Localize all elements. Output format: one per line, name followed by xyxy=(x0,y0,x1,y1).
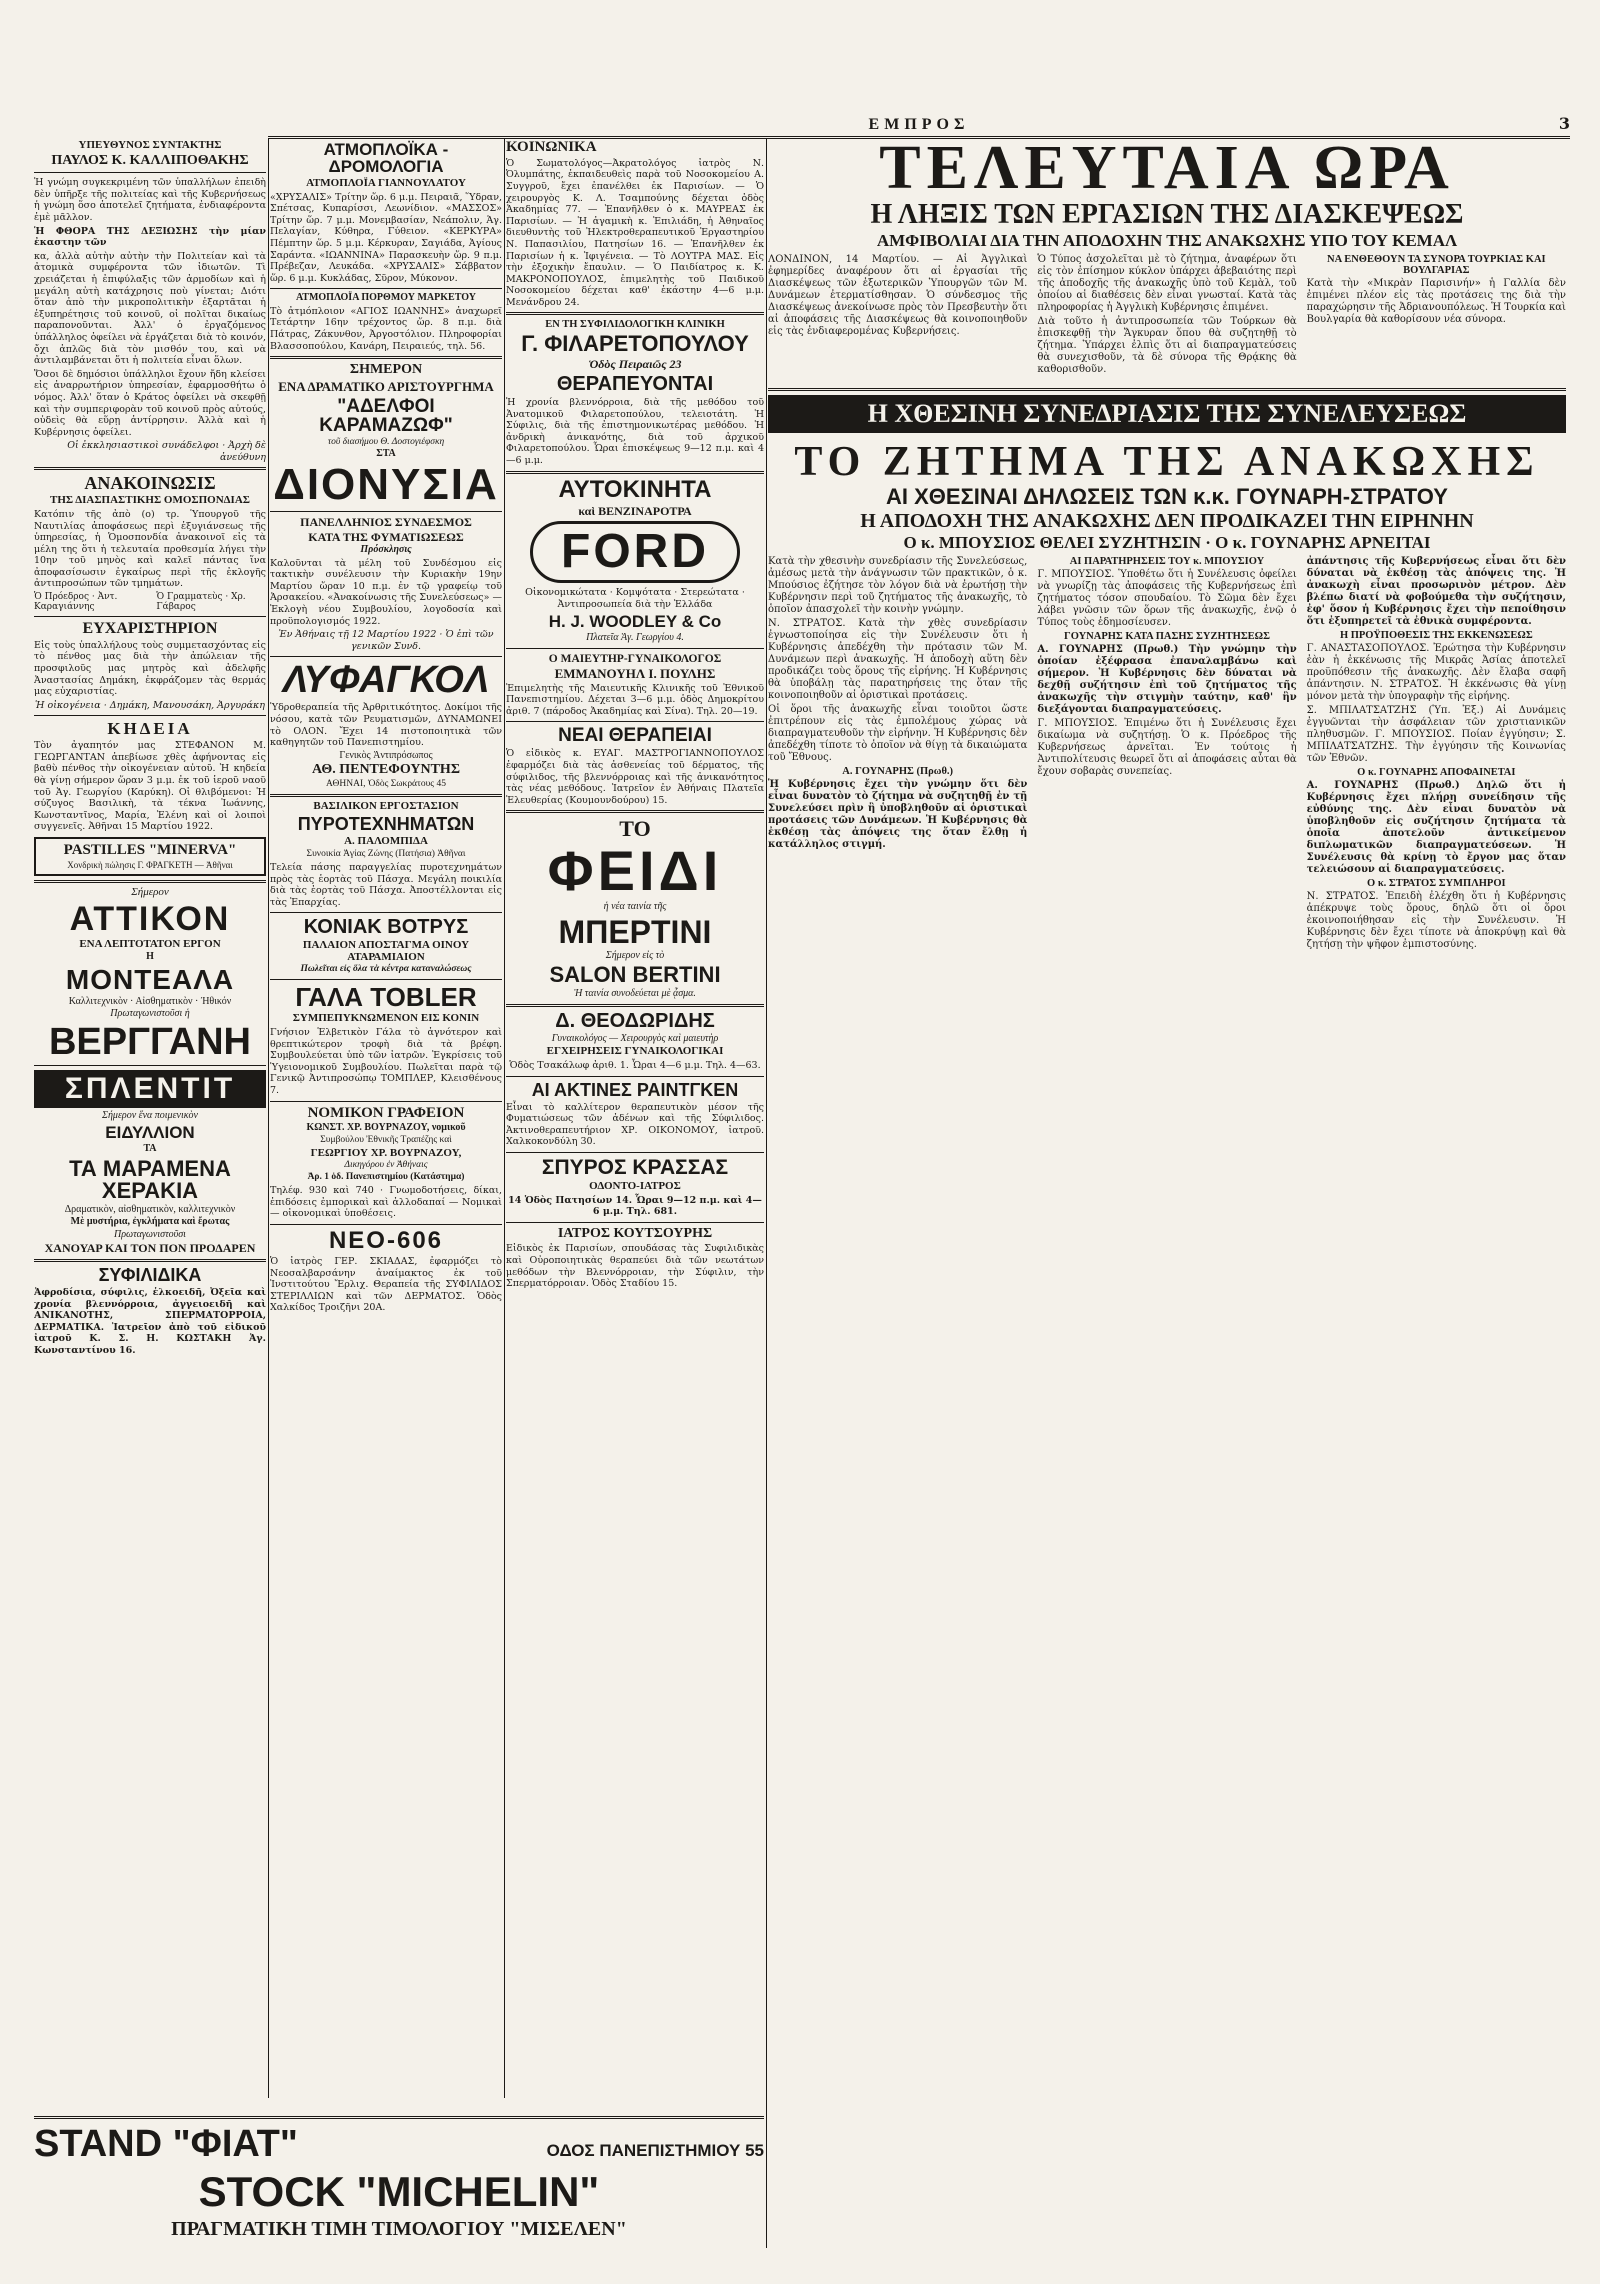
notice-subtitle: ΤΗΣ ΔΙΑΣΠΑΣΤΙΚΗΣ ΟΜΟΣΠΟΝΔΙΑΣ xyxy=(50,494,250,507)
statements-headline: ΑΙ ΧΘΕΣΙΝΑΙ ΔΗΛΩΣΕΙΣ ΤΩΝ κ.κ. ΓΟΥΝΑΡΗ-ΣΤΡΑΤΟΥ xyxy=(886,483,1448,509)
cognac-ad-subtitle: ΠΑΛΑΙΟΝ ΑΠΟΣΤΑΓΜΑ ΟΙΝΟΥ ΑΤΑΡΑΜΙΑΙΟΝ xyxy=(302,939,470,963)
fireworks-owner: Α. ΠΑΛΟΜΠΙΔΑ xyxy=(344,835,428,848)
tb-society-title: ΠΑΝΕΛΛΗΝΙΟΣ ΣΥΝΔΕΣΜΟΣ xyxy=(300,514,472,529)
syphilis-ad-title: ΣΥΦΙΛΙΔΙΚΑ xyxy=(98,1264,202,1285)
lysoform-distributor: Γενικὸς Ἀντιπρόσωπος xyxy=(339,749,433,761)
dentist-name: ΣΠΥΡΟΣ ΚΡΑΣΣΑΣ xyxy=(541,1155,729,1179)
tb-society-signature: Ἐν Ἀθήναις τῇ 12 Μαρτίου 1922 · Ὁ ἐπὶ τῶν γενικῶν Συνδ. xyxy=(278,629,494,652)
debate-paragraph: Γ. ΜΠΟΥΣΙΟΣ. Ἐπιμένω ὅτι ἡ Συνέλευσις ἔχει δικαίωμα νὰ συζητήσῃ. Ὁ κ. Πρόεδρος τῆς Κυβερνήσεως ἀρνεῖται. Ἐν τούτοις ἡ Ἀντιπολίτευσις θεωρεῖ ὅτι αἱ ἀποφάσεις αὗται θὰ ἔχουν σοβαρὰς συνεπείας. xyxy=(1037,717,1297,777)
splendid-stars: ΧΑΝΟΥΑΡ ΚΑΙ ΤΟΝ ΠΟΝ ΠΡΟΔΑΡΕΝ xyxy=(44,1241,256,1256)
lysoform-ad-name: ΛΥΦΑΓΚΟΛ xyxy=(282,659,490,702)
auto-ad-address: Πλατεῖα Ἁγ. Γεωργίου 4. xyxy=(586,632,684,644)
obstetrician-text: Ἐπιμελητὴς τῆς Μαιευτικῆς Κλινικῆς τοῦ Ἐθνικοῦ Πανεπιστημίου. Δέχεται 3—6 μ.μ. ὁδὸς Δημοκρίτου ἀριθ. 7 (πάροδος Ἀκαδημίας καὶ Σίνα). Τηλ. 20—19. xyxy=(506,682,764,717)
lysoform-address: ΑΘΗΝΑΙ, Ὁδὸς Σωκράτους 45 xyxy=(326,778,446,789)
column-divider xyxy=(268,138,269,2098)
editor-label: ΥΠΕΥΘΥΝΟΣ ΣΥΝΤΑΚΤΗΣ xyxy=(78,139,222,151)
neo606-ad-name: ΝΕΟ-606 xyxy=(328,1227,444,1255)
conference-headline: Η ΛΗΞΙΣ ΤΩΝ ΕΡΓΑΣΙΩΝ ΤΗΣ ΔΙΑΣΚΕΨΕΩΣ xyxy=(870,199,1464,230)
clinic-text: Ἡ χρονία βλεννόρροια, διὰ τῆς μεθόδου τοῦ Ἀνατομικοῦ Φιλαρετοπούλου, τελειοτάτη. Ἡ Σύφιλις, διὰ τῆς ἐπιστημονικωτέρας μεθόδου. Ἡ ἀνδρικὴ ἀνικανότης, διὰ τοῦ ἀρχικοῦ Φιλαρετοπούλου. Ὧραι ἐπισκέψεως 9—12 π.μ. καὶ 4—6 μ.μ. xyxy=(506,397,764,467)
splendid-line: Σήμερον ἕνα ποιμενικὸν xyxy=(102,1109,198,1121)
notice-signature-right: Ὁ Γραμματεὺς · Χρ. Γάβαρος xyxy=(156,592,246,613)
column-4-news xyxy=(768,138,1566,2248)
debate-subheading: Ο κ. ΣΤΡΑΤΟΣ ΣΥΜΠΛΗΡΟΙ xyxy=(1367,877,1506,889)
clinic-name: Γ. ΦΙΛΑΡΕΤΟΠΟΥΛΟΥ xyxy=(521,331,749,357)
fireworks-text: Τελεία πάσης παραγγελίας πυροτεχνημάτων πρὸς τὰς ἑορτὰς τοῦ Πάσχα. Μεγάλη ποικιλία διὰ τὰς ἑορτὰς τοῦ Πάσχα. Ἀποστέλλονται εἰς τὰς Ἐπαρχίας. xyxy=(270,862,502,908)
clinic-heading: ΘΕΡΑΠΕΥΟΝΤΑΙ xyxy=(556,373,714,396)
film-ad-star: ΜΠΕΡΤΙΝΙ xyxy=(558,913,712,950)
editorial-text: Ὅσοι δὲ δημόσιοι ὑπάλληλοι ἔχουν ἤδη κλείσει εἰς ἀναρρωτήριον ὑπηρεσίαν, ἐφαρμοσθήτω ὁ νόμος. Ἀλλ' ὅταν ὁ Κράτος ὀφείλει νὰ σκεφθῇ καὶ τὴν συμπεριφορὰν τοῦ κοινοῦ πρὸς αὐτούς, οὐδεὶς θὰ εὕρῃ ἀντίρρησιν. Ἀλλὰ καὶ ἡ Κυβέρνησις ὀφείλει. xyxy=(34,368,266,438)
film-ad-line: Σήμερον εἰς τὸ xyxy=(605,949,665,961)
column-2 xyxy=(270,138,502,2098)
auto-ad-dealer: H. J. WOODLEY & Co xyxy=(548,612,722,632)
column-3 xyxy=(506,138,764,2098)
splendid-film: ΕΙΔΥΛΛΙΟΝ xyxy=(105,1123,195,1143)
splendid-line: ΤΑ xyxy=(143,1143,157,1155)
last-hour-headline: ΤΕΛΕΥΤΑΙΑ ΩΡΑ xyxy=(879,138,1455,202)
stand-fiat-address: ΟΔΟΣ ΠΑΝΕΠΙΣΤΗΜΙΟΥ 55 xyxy=(546,2141,764,2160)
stand-fiat-label: STAND "ΦΙΑΤ" xyxy=(34,2123,298,2165)
cinema-name: ΑΤΤΙΚΟΝ xyxy=(69,899,231,938)
newspaper-name: ΕΜΠΡΟΣ xyxy=(861,116,978,134)
cinema-today: Σήμερον xyxy=(131,886,169,899)
funeral-text: Τὸν ἀγαπητόν μας ΣΤΕΦΑΝΟΝ Μ. ΓΕΩΡΓΑΝΤΑΝ ἀπεβίωσε χθὲς ἀφήνοντας εἰς βαθὺ πένθος τὴν οἰκογένειαν αὐτοῦ. Ἡ κηδεία θὰ γίνῃ σήμερον ὥραν 3 μ.μ. ἐκ τοῦ ἱεροῦ ναοῦ τοῦ Ἁγ. Γεωργίου (Καρύκη). Οἱ θλιβόμενοι: Ἡ σύζυγος Βασιλικὴ, τὰ τέκνα Ἰωάννης, Κωνσταντῖνος, Μαρία, Ἑλένη καὶ οἱ λοιποὶ συγγενεῖς. Ἀθῆναι 15 Μαρτίου 1922. xyxy=(34,740,266,833)
cinema-line: Η xyxy=(146,951,154,963)
theatre-today: ΣΗΜΕΡΟΝ xyxy=(349,362,423,378)
conference-subheadline: ΑΜΦΙΒΟΛΙΑΙ ΔΙΑ ΤΗΝ ΑΠΟΔΟΧΗΝ ΤΗΣ ΑΝΑΚΩΧΗΣ ΥΠΟ ΤΟΥ ΚΕΜΑΛ xyxy=(876,231,1458,250)
borders-subheading: ΝΑ ΕΝΘΕΘΟΥΝ ΤΑ ΣΥΝΟΡΑ ΤΟΥΡΚΙΑΣ ΚΑΙ ΒΟΥΛΓΑΡΙΑΣ xyxy=(1327,253,1546,276)
tb-society-heading: Πρόσκλησις xyxy=(360,544,412,556)
tobler-ad-text: Γνήσιον Ἑλβετικὸν Γάλα τὸ ἀγνότερον καὶ θρεπτικώτερον τροφὴ διὰ τὰ βρέφη. Συμβουλεύεται ὑπὸ τῶν ἰατρῶν. Ἐγκρίσεις τοῦ Ὑγειονομικοῦ Συμβουλίου. Πωλεῖται παρὰ τῷ Γενικῷ Ἀντιπροσώπῳ ΤΟΜΠΛΕΡ, Κλεισθένους 7. xyxy=(270,1026,502,1096)
debate-subheading: Η ΠΡΟΫΠΟΘΕΣΙΣ ΤΗΣ ΕΚΚΕΝΩΣΕΩΣ xyxy=(1339,629,1533,641)
assembly-session-headline: Η ΧΘΕΣΙΝΗ ΣΥΝΕΔΡΙΑΣΙΣ ΤΗΣ ΣΥΝΕΛΕΥΣΕΩΣ xyxy=(768,395,1566,433)
theodoridis-name: Δ. ΘΕΟΔΩΡΙΔΗΣ xyxy=(555,1009,715,1032)
law-office-title: ΝΟΜΙΚΟΝ ΓΡΑΦΕΙΟΝ xyxy=(307,1104,465,1121)
thanks-title: ΕΥΧΑΡΙΣΤΗΡΙΟΝ xyxy=(82,620,218,638)
debate-speaker: Α. ΓΟΥΝΑΡΗΣ (Πρωθ.) xyxy=(842,765,954,777)
debate-paragraph: Ν. ΣΤΡΑΤΟΣ. Ἐπειδὴ ἐλέχθη ὅτι ἡ Κυβέρνησις ἀπέκρυψε τοὺς ὅρους, δηλῶ ὅτι οἱ ὅροι ἐκοινοποιήθησαν εἰς τὴν Συνέλευσιν. Ἡ Κυβέρνησις δὲν ἔχει τίποτε νὰ ἀποκρύψῃ καὶ θὰ ζητήσῃ τὴν ψῆφον ἐμπιστοσύνης. xyxy=(1306,890,1566,950)
fireworks-address: Συνοικία Ἁγίας Ζώνης (Πατήσια) Ἀθῆναι xyxy=(306,849,466,860)
theodoridis-heading: ΕΓΧΕΙΡΗΣΕΙΣ ΓΥΝΑΙΚΟΛΟΓΙΚΑΙ xyxy=(546,1045,724,1058)
tobler-ad-subtitle: ΣΥΜΠΕΠΥΚΝΩΜΕΝΟΝ ΕΙΣ ΚΟΝΙΝ xyxy=(292,1012,480,1025)
cognac-ad-name: ΚΟΝΙΑΚ ΒΟΤΡΥΣ xyxy=(303,916,469,939)
news-paragraph: ΛΟΝΔΙΝΟΝ, 14 Μαρτίου. — Αἱ Ἀγγλικαὶ ἐφημερίδες ἀναφέρουν ὅτι αἱ ἐργασίαι τῆς Διασκέψεως τῶν ἐξωτερικῶν Ὑπουργῶν τῶν Μ. Δυνάμεων ἐτερματίσθησαν. Ὁ σύνδεσμος τῆς Διασκέψεως ἀνεκοίνωσε πρὸς τὸν Πρεσβευτὴν ὅτι αἱ ἀποφάσεις τῆς Διασκέψεως θὰ κοινοποιηθοῦν εἰς τὰς ἐνδιαφερομένας Κυβερνήσεις. xyxy=(768,253,1028,337)
funeral-title: ΚΗΔΕΙΑ xyxy=(107,719,193,739)
film-ad-venue: SALON BERTINI xyxy=(549,962,721,988)
doctor-koutsouris-name: ΙΑΤΡΟΣ ΚΟΥΤΣΟΥΡΗΣ xyxy=(557,1225,713,1241)
dentist-text: 14 Ὁδὸς Πατησίων 14. Ὧραι 9—12 π.μ. καὶ 4—6 μ.μ. Τηλ. 681. xyxy=(508,1194,762,1218)
law-office-address: Ἀρ. 1 ὁδ. Πανεπιστημίου (Κατάστημα) xyxy=(307,1172,465,1183)
debate-subheading: Ο κ. ΓΟΥΝΑΡΗΣ ΑΠΟΦΑΙΝΕΤΑΙ xyxy=(1357,766,1516,778)
editorial-signature: Οἱ ἐκκλησιαστικοὶ συνάδελφοι · Ἀρχὴ δὲ ἀνεύθυνη xyxy=(67,440,266,463)
michelin-stock-label: STOCK "MICHELIN" xyxy=(198,2168,600,2215)
masthead xyxy=(268,114,1570,139)
cinema-line: Πρωταγωνιστοῦσι ἡ xyxy=(110,1008,190,1020)
law-office-name: ΓΕΩΡΓΙΟΥ ΧΡ. ΒΟΥΡΝΑΖΟΥ, xyxy=(310,1146,462,1159)
film-ad-title: ΦΕΙΔΙ xyxy=(547,839,723,903)
debate-paragraph: Ν. ΣΤΡΑΤΟΣ. Κατὰ τὴν χθὲς συνεδρίασιν ἐγνωστοποίησα εἰς τὴν Συνέλευσιν ὅτι ἡ Κυβέρνησις ἀπεδέχθη τὴν πρότασιν τῶν Μ. Δυνάμεων περὶ ἀνακωχῆς. Ἡ ἀποδοχὴ αὕτη δὲν προδικάζει τοὺς ὅρους τῆς εἰρήνης. Ἡ Κυβέρνησις θὰ ὑποβάλῃ τὰς παρατηρήσεις της ὅταν τῆς κοινοποιηθοῦν αἱ ὁριστικαὶ προτάσεις. xyxy=(768,617,1028,701)
cinema-star: ΒΕΡΓΓΑΝΗ xyxy=(48,1020,251,1063)
splendid-film-2: ΤΑ ΜΑΡΑΜΕΝΑ ΧΕΡΑΚΙΑ xyxy=(69,1155,231,1203)
fireworks-title: ΒΑΣΙΛΙΚΟΝ ΕΡΓΟΣΤΑΣΙΟΝ xyxy=(313,799,459,812)
debate-subheading: ΑΙ ΠΑΡΑΤΗΡΗΣΕΙΣ ΤΟΥ κ. ΜΠΟΥΣΙΟΥ xyxy=(1069,555,1265,567)
news-paragraph: Διὰ τοῦτο ἡ ἀντιπροσωπεία τῶν Τούρκων θὰ ἐπισκεφθῇ τὴν Ἄγκυραν ὅπου θὰ συζητηθῇ τὸ ζήτημα. Ὑπάρχει ἐλπὶς ὅτι αἱ διαπραγματεύσεις θὰ συνεχισθοῦν, τὰ δὲ σύνορα τῆς Θρᾴκης θὰ καθορισθοῦν. xyxy=(1037,315,1297,375)
pastilles-ad-subtitle: Χονδρικὴ πώλησις Γ. ΦΡΑΓΚΕΤΗ — Ἀθῆναι xyxy=(67,859,233,870)
thanks-text: Εἰς τοὺς ὑπαλλήλους τοὺς συμμετασχόντας εἰς τὸ πένθος μας διὰ τὴν ἀπώλειαν τῆς προσφιλοῦς μας μητρὸς καὶ ἀδελφῆς Ἀναστασίας Δημάκη, ἐκφράζομεν τὰς θερμάς μας εὐχαριστίας. xyxy=(34,639,266,698)
column-1 xyxy=(34,138,266,2098)
xray-ad-title: ΑΙ ΑΚΤΙΝΕΣ ΡΑΙΝΤΓΚΕΝ xyxy=(531,1079,739,1100)
cognac-ad-line: Πωλεῖται εἰς ὅλα τὰ κέντρα καταναλώσεως xyxy=(300,964,472,975)
xray-ad-text: Εἶναι τὸ καλλίτερον θεραπευτικὸν μέσον τῆς Φυματιώσεως τῶν ἀδένων καὶ τῆς Σύφιλιδος. Ἀκτινοθεραπευτήριον ΧΡ. ΟΙΚΟΝΟΜΟΥ, ἰατροῦ. Χαλκοκονδύλη 30. xyxy=(506,1101,764,1148)
ford-logo: FORD xyxy=(530,521,740,583)
theatre-line: ΕΝΑ ΔΡΑΜΑΤΙΚΟ ΑΡΙΣΤΟΥΡΓΗΜΑ xyxy=(278,378,494,394)
new-therapies-title: ΝΕΑΙ ΘΕΡΑΠΕΙΑΙ xyxy=(558,725,712,747)
theodoridis-subtitle: Γυναικολόγος — Χειρουργὸς καὶ μαιευτὴρ xyxy=(551,1032,719,1044)
fiat-stand-ad xyxy=(34,2116,764,2266)
column-divider xyxy=(504,138,505,2098)
cinema-line: Καλλιτεχνικὸν · Αἰσθηματικὸν · Ἠθικόν xyxy=(68,995,232,1007)
shipping-subtitle: ΑΤΜΟΠΛΟΪΑ ΓΙΑΝΝΟΥΛΑΤΟΥ xyxy=(306,177,466,189)
debate-paragraph: Γ. ΜΠΟΥΣΙΟΣ. Ὑποθέτω ὅτι ἡ Συνέλευσις ὀφείλει νὰ γνωρίζῃ τὰς ἀποφάσεις τῆς Κυβερνήσεως ἐπὶ ζητήματος τόσον σπουδαίου. Τὸ Σῶμα δὲν ἔχει λάβει γνῶσιν τῶν ὅρων τῆς ἀνακωχῆς, ἐνῷ ὁ Τύπος τοὺς ἐδημοσίευσεν. xyxy=(1037,568,1297,628)
editor-name: ΠΑΥΛΟΣ Κ. ΚΑΛΛΙΠΟΘΑΚΗΣ xyxy=(51,152,249,168)
notice-signature-left: Ὁ Πρόεδρος · Ἀντ. Καραγιάννης xyxy=(34,592,118,613)
syphilis-ad-text: Ἀφροδίσια, σύφιλις, ἑλκοειδῆ, Ὀξεῖα καὶ χρονία βλεννόρροια, ἀγγειοειδῆ καὶ ΑΝΙΚΑΝΟΤΗΣ, ΣΠΕΡΜΑΤΟΡΡΟΙΑ, ΔΕΡΜΑΤΙΚΑ. Ἰατρεῖον ἀπὸ τοῦ εἰδικοῦ ἰατροῦ Κ. Σ. Η. ΚΩΣΤΑΚΗ Ἀγ. Κωνσταντίνου 16. xyxy=(34,1286,266,1356)
shipping-title: ΑΤΜΟΠΛΟΪΚΑ - ΔΡΟΜΟΛΟΓΙΑ xyxy=(323,140,449,176)
social-text: Ὁ Σωματολόγος—Ἀκρατολόγος ἰατρὸς Ν. Ὀλυμπάτης, ἐκπαιδευθεὶς παρὰ τοῦ Νοσοκομείου Α. Συγγροῦ, ἔχει ἐπανέλθει ἐκ Παρισίων. — Ὁ χειρουργὸς Κ. Λ. Τσαμπούνης δέχεται ὁδὸς Ἀκαδημίας 77. — Ἐπανῆλθεν ὁ κ. ΜΑΥΡΕΑΣ ἐκ Παρισίων. — Ἡ ἀγαμικὴ κ. Ἐπιλιάδη, ἡ Ἀθηναῖος διευθυντὴς τοῦ Ἠλεκτροθεραπευτικοῦ Ἐργαστηρίου Ν. Παπασιλίου, Πατησίων 16. — Ἐπανῆλθεν ἐκ Παρισίων ἡ κ. Ἰφιγένεια. — Τὸ ΛΟΥΤΡΑ ΜΑΣ. Εἰς τὴν ἐξοχικὴν ἔπαυλιν. — Ὁ Παιδίατρος κ. Κ. ΜΑΚΡΟΝΟΠΟΥΛΟΣ, ἐπιμελητὴς τοῦ Παιδικοῦ Νοσοκομείου δέχεται καθ' ἑκάστην 4—6 μ.μ. Μενάνδρου 24. xyxy=(506,157,764,308)
debate-paragraph: Ἡ Κυβέρνησις ἔχει τὴν γνώμην ὅτι δὲν εἶναι δυνατὸν τὸ ζήτημα νὰ συζητηθῇ ἐν τῇ Συνελεύσει πρὶν ἢ ὑποβληθοῦν αἱ ὁριστικαὶ προτάσεις τῶν Δυνάμεων. Ἡ Κυβέρνησις θὰ ἐκθέσῃ τὰς ἀπόψεις της ὅταν ἔλθῃ ἡ κατάλληλος στιγμή. xyxy=(768,778,1028,850)
obstetrician-title: Ο ΜΑΙΕΥΤΗΡ-ΓΥΝΑΙΚΟΛΟΓΟΣ xyxy=(548,652,722,665)
dentist-subtitle: ΟΔΟΝΤΟ-ΙΑΤΡΟΣ xyxy=(589,1179,681,1192)
new-therapies-text: Ὁ εἰδικὸς κ. ΕΥΑΓ. ΜΑΣΤΡΟΓΙΑΝΝΟΠΟΥΛΟΣ ἐφαρμόζει διὰ τὰς ἀσθενείας τοῦ δέρματος, τῆς σύφιλιδος, τῆς βλεννόρροιας καὶ τῆς ἀνικανότητος τὰς νέας μεθόδους. Ἰατρεῖον ἐν Ἀθήναις Πλατεῖα Ἐλευθερίας (Κουμουνδούρου) 15. xyxy=(506,748,764,806)
auto-ad-text: Οἰκονομικώτατα · Κομψότατα · Στερεώτατα · Ἀντιπροσωπεία διὰ τὴν Ἑλλάδα xyxy=(525,587,745,610)
column-divider xyxy=(766,138,767,2248)
auto-ad-subtitle: καὶ ΒΕΝΖΙΝΑΡΟΤΡΑ xyxy=(578,503,692,518)
editorial-text: Ἡ γνώμη συγκεκριμένη τῶν ὑπαλλήλων ἐπειδὴ δὲν ὑπῆρξε τῆς πολιτείας καὶ τῆς Κυβερνήσεως ἡ γνώμη ὅσο ἀποτελεῖ ζητήματα, ἐνδιαφέροντα ἐμὲ μᾶλλον. xyxy=(34,177,266,224)
lysoform-ad-text: Ὑδροθεραπεία τῆς Ἀρθριτικότητος. Δοκίμοι τῆς νόσου, κατὰ τῶν Ρευματισμῶν, ΔΥΝΑΜΩΝΕΙ τὸ ΟΛΟΝ. Ἔχει 14 πιστοποιητικὰ τῶν καθηγητῶν τοῦ Πανεπιστημίου. xyxy=(270,702,502,749)
theatre-line: τοῦ διασήμου Θ. Δοστογιέφσκη xyxy=(327,436,445,447)
tobler-ad-name: ΓΑΛΑ TOBLER xyxy=(295,982,477,1013)
film-ad-pre: ΤΟ xyxy=(619,816,651,842)
social-title: ΚΟΙΝΩΝΙΚΑ xyxy=(506,139,597,155)
debate-paragraph: Οἱ ὅροι τῆς ἀνακωχῆς εἶναι τοιοῦτοι ὥστε ἐπιτρέπουν εἰς τὰς ἐμπολέμους χώρας νὰ διαπραγματευθοῦν τὴν εἰρήνην. Ἡ Κυβέρνησις δὲν ἀπεδέχθη τίποτε τὸ ὁποῖον νὰ θίγῃ τὰ δικαιώματα τοῦ Ἔθνους. xyxy=(768,703,1028,763)
page-number: 3 xyxy=(1558,114,1570,133)
news-paragraph: Κατὰ τὴν «Μικρὰν Παρισινήν» ἡ Γαλλία δὲν ἐπιμένει πλέον εἰς τὰς προτάσεις της διὰ τὴν παραχώρησιν τῆς Ἀδριανουπόλεως. Ἡ Τουρκία καὶ Βουλγαρία θὰ καθορίσουν νέα σύνορα. xyxy=(1306,277,1566,325)
law-office-name: ΚΩΝΣΤ. ΧΡ. ΒΟΥΡΝΑΖΟΥ, νομικοῦ xyxy=(306,1122,466,1134)
debate-paragraph: Σ. ΜΠΙΛΑΤΣΑΤΖΗΣ (Ὑπ. Ἐξ.) Αἱ Δυνάμεις ἐγγυῶνται τὴν ἀσφάλειαν τῶν χριστιανικῶν πληθυσμῶν. Γ. ΜΠΟΥΣΙΟΣ. Ποίαν ἐγγύησιν; Σ. ΜΠΙΛΑΤΣΑΤΖΗΣ. Τὴν ἐγγύησιν τῆς Κοινωνίας τῶν Ἐθνῶν. xyxy=(1306,704,1566,764)
debate-subheading: ΓΟΥΝΑΡΗΣ ΚΑΤΑ ΠΑΣΗΣ ΣΥΖΗΤΗΣΕΩΣ xyxy=(1064,630,1270,642)
armistice-headline: ΤΟ ΖΗΤΗΜΑ ΤΗΣ ΑΝΑΚΩΧΗΣ xyxy=(794,438,1540,485)
pastilles-ad-name: PASTILLES "MINERVA" xyxy=(63,842,237,859)
theatre-play-title: "ΑΔΕΛΦΟΙ ΚΑΡΑΜΑΖΩΦ" xyxy=(319,395,453,436)
film-ad-line: ἡ νέα ταινία τῆς xyxy=(603,901,667,913)
tb-society-text: Καλοῦνται τὰ μέλη τοῦ Συνδέσμου εἰς τακτικὴν συνέλευσιν τὴν Κυριακὴν 19ην Μαρτίου ὥραν 10 π.μ. ἐν τῷ γραφείῳ τοῦ Ἀρσακείου. «Ἀνακοίνωσις τῆς Συνελεύσεως» — Ἐκλογὴ νέου Συμβουλίου, λογοδοσία καὶ προϋπολογισμός 1922. xyxy=(270,557,502,627)
splendid-line: Δραματικὸν, αἰσθηματικὸν, καλλιτεχνικὸν xyxy=(64,1203,236,1215)
fireworks-subtitle: ΠΥΡΟΤΕΧΝΗΜΑΤΩΝ xyxy=(297,814,475,835)
editorial-subheading: Ἡ ΦΘΟΡΑ ΤΗΣ ΔΕΞΙΩΣΗΣ τὴν μίαν ἐκαστην τῶν xyxy=(34,225,266,249)
news-paragraph: Ὁ Τύπος ἀσχολεῖται μὲ τὸ ζήτημα, ἀναφέρων ὅτι εἰς τὸν ἐπίσημον κύκλον ὑπάρχει ἀβεβαιότης περὶ τῆς ἀποδοχῆς τῆς ἀνακωχῆς ὑπὸ τοῦ Κεμὰλ, τοῦ ὁποίου αἱ διαθέσεις δὲν εἶναι γνωσταί. Κατὰ τὰς πληροφορίας ἡ Ἀγγλικὴ Κυβέρνησις ἐπιμένει. xyxy=(1037,253,1297,313)
tb-society-subtitle: ΚΑΤΑ ΤΗΣ ΦΥΜΑΤΙΩΣΕΩΣ xyxy=(308,529,464,544)
acceptance-headline: Η ΑΠΟΔΟΧΗ ΤΗΣ ΑΝΑΚΩΧΗΣ ΔΕΝ ΠΡΟΔΙΚΑΖΕΙ ΤΗΝ ΕΙΡΗΝΗΝ xyxy=(860,509,1474,532)
splendid-line: Πρωταγωνιστοῦσι xyxy=(114,1228,186,1240)
debate-paragraph: Γ. ΑΝΑΣΤΑΣΟΠΟΥΛΟΣ. Ἐρώτησα τὴν Κυβέρνησιν ἐὰν ἡ ἐκκένωσις τῆς Μικρᾶς Ἀσίας ἀποτελεῖ προϋπόθεσιν τῆς ἀνακωχῆς. Δὲν ἔλαβα σαφῆ ἀπάντησιν. Ν. ΣΤΡΑΤΟΣ. Ἡ ἐκκένωσις θὰ γίνῃ μόνον μετὰ τὴν ὑπογραφὴν τῆς εἰρήνης. xyxy=(1306,642,1566,702)
debate-paragraph: ἀπάντησις τῆς Κυβερνήσεως εἶναι ὅτι δὲν δύναται νὰ ἐκθέσῃ τὰς ἀπόψεις της. Ἡ ἀνακωχὴ εἶναι προσωρινὸν μέτρον. Δὲν βλέπω διατί νὰ φοβούμεθα τὴν συζήτησιν, ἐφ' ὅσον ἡ Κυβέρνησις ἔχει τὴν πεποίθησιν ὅτι ἐξυπηρετεῖ τὰ ἐθνικὰ συμφέροντα. xyxy=(1306,555,1566,627)
obstetrician-name: ΕΜΜΑΝΟΥΗΛ Ι. ΠΟΥΛΗΣ xyxy=(554,665,716,681)
ferry-title: ΑΤΜΟΠΛΟΪΑ ΠΟΡΘΜΟΥ ΜΑΡΚΕΤΟΥ xyxy=(296,292,476,304)
auto-ad-title: ΑΥΤΟΚΙΝΗΤΑ xyxy=(558,475,712,503)
thanks-signature: Ἡ οἰκογένεια · Δημάκη, Μανουσάκη, Ἀργυράκη xyxy=(35,699,265,711)
theodoridis-text: Ὁδὸς Τσακάλωφ ἀριθ. 1. Ὧραι 4—6 μ.μ. Τηλ. 4—63. xyxy=(509,1060,761,1072)
clinic-title: ΕΝ ΤΗ ΣΥΦΙΛΙΔΟΛΟΓΙΚΗ ΚΛΙΝΙΚΗ xyxy=(545,319,725,331)
debate-paragraph: Α. ΓΟΥΝΑΡΗΣ (Πρωθ.) Δηλῶ ὅτι ἡ Κυβέρνησις ἔχει πλήρη συνείδησιν τῆς εὐθύνης της. Δὲν εἶναι δυνατὸν νὰ ὑποβληθοῦν εἰς συζήτησιν ζητήματα τὰ ὁποῖα ἀποτελοῦν ἀντικείμενον διπλωματικῶν διαπραγματεύσεων. Ἡ Συνέλευσις θὰ κρίνῃ τὸ ἔργον μας ὅταν τελειώσουν αἱ διαπραγματεύσεις. xyxy=(1306,779,1566,875)
cinema-film-title: ΜΟΝΤΕΑΛΑ xyxy=(65,963,235,995)
editorial-text: κα, ἀλλὰ αὐτὴν αὐτὴν τὴν Πολιτείαν καὶ τὰ ἀτομικὰ συμφέροντα τῶν ἰδιωτῶν. Τὶ χρειάζεται ἡ ἐπιφύλαξις τῶν ἀρμοδίων καὶ ἡ μεγάλη αὐτὴ κατάχρησις ποὺ γίνεται; Διότι ὅταν ἀπὸ τὴν μικροπολιτικὴν ἐξαρτᾶται ἡ ἐξυπηρέτησις τοῦ κοινοῦ, οἱ πολῖται δικαίως παραπονοῦνται. Ἀλλ' ὁ ἐργαζόμενος ὑπάλληλος ὀφείλει νὰ ἐργάζεται διὰ τὸ κοινόν, ὄχι ἁπλῶς διὰ τὸν μισθόν του, καὶ νὰ ἀντιλαμβάνεται ὅτι ἡ πολιτεία εἶναι ὅλων. xyxy=(34,250,266,367)
clinic-address: Ὁδὸς Πειραιῶς 23 xyxy=(588,357,682,372)
film-ad-line: Ἡ ταινία συνοδεύεται μὲ ᾆσμα. xyxy=(574,988,696,1000)
michelin-price-line: ΠΡΑΓΜΑΤΙΚΗ ΤΙΜΗ ΤΙΜΟΛΟΓΙΟΥ "ΜΙΣΕΛΕΝ" xyxy=(171,2218,627,2240)
notice-text: Κατόπιν τῆς ἀπὸ (ο) τρ. Ὑπουργοῦ τῆς Ναυτιλίας ἀποφάσεως περὶ ἐξυγιάνσεως τῆς ὑπηρεσίας, ἡ Ὁμοσπονδία ἀνακοινοῖ εἰς τὰ μέλη της ὅτι ἡ τελευταία προθεσμία λήγει τὴν 10ην τοῦ μηνὸς καὶ καλεῖ πάντας ἵνα ἀποφασίσωσιν ἐγκαίρως περὶ τῆς ἐκλογῆς ἀντιπροσώπων τῶν τμημάτων. xyxy=(34,508,266,590)
doctor-koutsouris-text: Εἰδικὸς ἐκ Παρισίων, σπουδάσας τὰς Συφιλιδικὰς καὶ Οὐροποιητικὰς θεραπεύει διὰ τῶν νεωτάτων μεθόδων τὴν Βλεννόρροιαν, τὴν Σύφιλιν, τὴν Σπερματόρροιαν. Ὁδὸς Σταδίου 15. xyxy=(506,1243,764,1290)
notice-title: ΑΝΑΚΟΙΝΩΣΙΣ xyxy=(84,473,216,494)
law-office-line: Συμβούλου Ἐθνικῆς Τραπέζης καὶ xyxy=(320,1134,452,1145)
ferry-text: Τὸ ἀτμόπλοιον «ΑΓΙΟΣ ΙΩΑΝΝΗΣ» ἀναχωρεῖ Τετάρτην 16ην τρέχοντος ὥρ. 8 π.μ. διὰ Πάτρας, Ζάκυνθον, Ἀργοστόλιον. Πληροφορίαι Βλασσοπούλου, Κανάρη, Πειραιεύς, τηλ. 56. xyxy=(270,305,502,352)
cinema-line: ΕΝΑ ΛΕΠΤΟΤΑΤΟΝ ΕΡΓΟΝ xyxy=(79,937,221,950)
lysoform-agent: ΑΘ. ΠΕΝΤΕΦΟΥΝΤΗΣ xyxy=(312,762,460,778)
splendid-line: Μὲ μυστήρια, ἐγκλήματα καὶ ἔρωτας xyxy=(70,1216,230,1228)
law-office-text: Τηλέφ. 930 καὶ 740 · Γνωμοδοτήσεις, δίκαι, ἐπιδόσεις ἐμπορικαὶ καὶ ἀλλοδαπαί — Νομικαὶ — οἰκονομικαὶ ὑποθέσεις. xyxy=(270,1185,502,1220)
debate-headline: Ο κ. ΜΠΟΥΣΙΟΣ ΘΕΛΕΙ ΣΥΖΗΤΗΣΙΝ · Ο κ. ΓΟΥΝΑΡΗΣ ΑΡΝΕΙΤΑΙ xyxy=(903,532,1431,552)
theatre-venue: ΔΙΟΝΥΣΙΑ xyxy=(273,459,499,509)
neo606-ad-text: Ὁ ἰατρὸς ΓΕΡ. ΣΚΙΑΔΑΣ, ἐφαρμόζει τὸ Νεοσαλβαρσάνην ἀναίμακτος ἐκ τοῦ Ἰνστιτούτου Ἔρλιχ. Θεραπεία τῆς ΣΥΦΙΛΙΔΟΣ ΣΤΕΡΙΛΛΙΩΝ καὶ τῶν ΔΕΡΜΑΤΟΣ. Ὁδὸς Χαλκίδος Τροιζῆνι 20Α. xyxy=(270,1256,502,1314)
debate-paragraph: Κατὰ τὴν χθεσινὴν συνεδρίασιν τῆς Συνελεύσεως, ἀμέσως μετὰ τὴν ἀνάγνωσιν τῶν πρακτικῶν, ὁ κ. Μπούσιος ἐζήτησε τὸν λόγον διὰ νὰ ἐρωτήσῃ τὴν Κυβέρνησιν περὶ τοῦ ζητήματος τῆς ἀνακωχῆς, τὸ ὁποῖον ἀπασχολεῖ τὴν κοινὴν γνώμην. xyxy=(768,555,1028,615)
splendid-cinema-name: ΣΠΛΕΝΤΙΤ xyxy=(34,1070,266,1108)
theatre-line: ΣΤΑ xyxy=(376,448,396,460)
debate-paragraph: Α. ΓΟΥΝΑΡΗΣ (Πρωθ.) Τὴν γνώμην τὴν ὁποίαν ἐξέφρασα ἐπαναλαμβάνω καὶ σήμερον. Ἡ Κυβέρνησις δὲν δύναται νὰ δεχθῇ συζήτησιν ἐπὶ τοῦ ζητήματος τῆς ἀνακωχῆς τὴν στιγμὴν ταύτην, καθ' ἣν διεξάγονται διαπραγματεύσεις. xyxy=(1037,643,1297,715)
shipping-text: «ΧΡΥΣΑΛΙΣ» Τρίτην ὥρ. 6 μ.μ. Πειραιᾶ, Ὕδραν, Σπέτσας, Κυπαρίσσι, Λεωνίδιον. «ΜΑΣΣΟΣ» Τρίτην ὥρ. 7 μ.μ. Μονεμβασίαν, Νεάπολιν, Ἁγ. Πελαγίαν, Κύθηρα, Γύθειον. «ΚΕΡΚΥΡΑ» Πέμπτην ὥρ. 5 μ.μ. Κέρκυραν, Σαγιάδα, Ἀγίους Σαράντα. «ΙΩΑΝΝΙΝΑ» Παρασκευὴν ὥρ. 9 π.μ. Πρέβεζαν, Λευκάδα. «ΧΡΥΣΑΛΙΣ» Σάββατον ὥρ. 6 μ.μ. Κυκλάδας, Σῦρον, Μύκονον. xyxy=(270,191,502,284)
law-office-line: Δικηγόρου ἐν Ἀθήναις xyxy=(344,1160,428,1171)
